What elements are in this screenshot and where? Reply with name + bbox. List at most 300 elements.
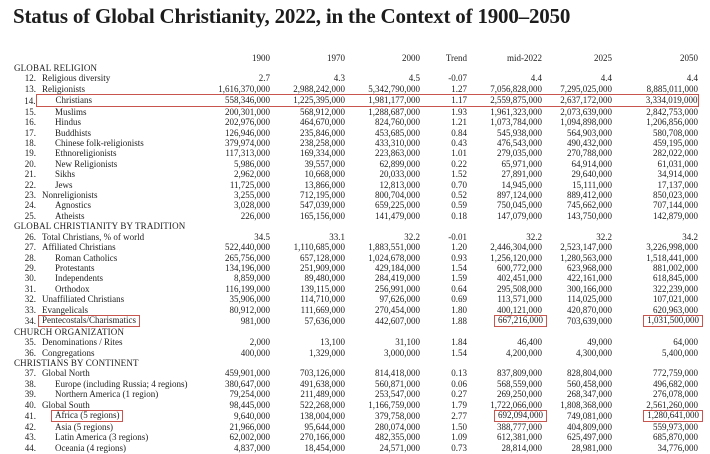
cell-trend: 0.64	[451, 283, 467, 294]
cell-2050: 61,031,000	[657, 158, 698, 169]
cell-2050: 17,137,000	[657, 179, 698, 190]
cell-2000: 824,760,000	[375, 117, 420, 128]
row-label: Europe (including Russia; 4 regions)	[55, 378, 188, 389]
cell-2000: 4.5	[408, 73, 420, 84]
cell-trend: 1.01	[451, 148, 467, 159]
cell-trend: 1.20	[451, 242, 467, 253]
cell-trend: -0.07	[448, 73, 467, 84]
cell-2025: 143,750,000	[567, 210, 612, 221]
cell-1970: 568,912,000	[300, 106, 345, 117]
table-row	[14, 348, 698, 358]
cell-1970: 251,909,000	[300, 263, 345, 274]
cell-trend: 1.54	[451, 263, 467, 274]
table-row	[14, 294, 698, 304]
section-header-label: CHURCH ORGANIZATION	[14, 326, 125, 337]
table-row	[14, 200, 698, 210]
cell-mid-2022: 837,809,000	[497, 368, 542, 379]
column-header-2000: 2000	[402, 52, 420, 63]
table-row	[14, 337, 698, 347]
cell-1900: 21,966,000	[229, 421, 270, 432]
cell-2000: 379,758,000	[375, 411, 420, 422]
cell-trend: 1.54	[451, 347, 467, 358]
cell-2000: 20,033,000	[379, 169, 420, 180]
table-row	[14, 73, 698, 83]
cell-mid-2022: 1,722,066,000	[490, 399, 542, 410]
cell-2050: 772,759,000	[653, 368, 698, 379]
cell-trend: 1.79	[451, 399, 467, 410]
cell-2025: 2,637,172,000	[542, 95, 612, 106]
row-number: 40.	[24, 399, 36, 410]
row-label: New Religionists	[55, 158, 118, 169]
table-row	[14, 180, 698, 190]
cell-1900: 265,756,000	[225, 252, 270, 263]
cell-1970: 33.1	[329, 231, 345, 242]
row-number: 37.	[24, 368, 36, 379]
statistics-table-container	[14, 50, 698, 453]
cell-trend: 1.21	[451, 117, 467, 128]
cell-2050: 707,144,000	[653, 200, 698, 211]
cell-mid-2022: 612,381,000	[497, 432, 542, 443]
cell-mid-2022: 14,945,000	[501, 179, 542, 190]
table-row	[14, 400, 698, 410]
row-label: Independents	[55, 273, 103, 284]
row-number: 27.	[24, 242, 36, 253]
row-number: 38.	[24, 378, 36, 389]
cell-2050: 1,206,856,000	[646, 117, 698, 128]
cell-2050: 34,914,000	[657, 169, 698, 180]
highlight-annotation-box: Pentecostals/Charismatics	[38, 315, 140, 327]
cell-1900: 380,647,000	[225, 378, 270, 389]
cell-2025: 270,788,000	[567, 148, 612, 159]
cell-1900: 2,000	[249, 337, 270, 348]
row-label: Northern America (1 region)	[55, 389, 159, 400]
cell-2025: 28,981,000	[571, 442, 612, 453]
cell-1970: 114,710,000	[300, 294, 345, 305]
section-header-row	[14, 63, 698, 73]
page-title: Status of Global Christianity, 2022, in the Context of 1900–2050	[13, 4, 571, 28]
cell-mid-2022: 1,256,120,000	[490, 252, 542, 263]
cell-1970: 165,156,000	[300, 210, 345, 221]
row-number: 22.	[24, 179, 36, 190]
cell-trend: 0.84	[451, 127, 467, 138]
section-header-row	[14, 327, 698, 337]
cell-2025: 703,639,000	[567, 316, 612, 327]
row-number: 12.	[24, 73, 36, 84]
table-row	[14, 242, 698, 252]
cell-2000: 560,871,000	[375, 378, 420, 389]
row-number: 34.	[24, 316, 36, 327]
row-label: Latin America (3 regions)	[55, 432, 149, 443]
cell-mid-2022: 476,543,000	[497, 137, 542, 148]
row-label	[36, 410, 206, 422]
cell-1970: 270,166,000	[300, 432, 345, 443]
cell-1900: 3,255,000	[234, 190, 270, 201]
table-row	[14, 84, 698, 95]
cell-2000: 429,184,000	[375, 263, 420, 274]
section-header-row	[14, 358, 698, 368]
cell-2050: 4.4	[686, 73, 698, 84]
row-label: Protestants	[55, 263, 95, 274]
cell-1970: 4.3	[333, 73, 345, 84]
cell-2025: 422,161,000	[567, 273, 612, 284]
cell-1900: 35,906,000	[229, 294, 270, 305]
row-number: 16.	[24, 117, 36, 128]
row-label: Muslims	[55, 106, 87, 117]
cell-1970: 238,258,000	[300, 137, 345, 148]
cell-2025: 889,412,000	[567, 190, 612, 201]
cell-2050: 459,195,000	[653, 137, 698, 148]
row-number: 13.	[24, 84, 36, 95]
cell-2025: 745,662,000	[567, 200, 612, 211]
cell-2050: 3,226,998,000	[646, 242, 698, 253]
table-row	[14, 368, 698, 378]
cell-1970: 1,329,000	[309, 347, 345, 358]
cell-2025: 300,166,000	[567, 283, 612, 294]
cell-1900: 3,028,000	[234, 200, 270, 211]
cell-2025: 29,640,000	[571, 169, 612, 180]
cell-2050: 3,334,019,000	[612, 95, 698, 106]
header-spacer	[36, 50, 206, 63]
section-header-row	[14, 221, 698, 231]
cell-1900: 116,199,000	[225, 283, 270, 294]
cell-1970: 18,454,000	[304, 442, 345, 453]
cell-2000: 1,981,177,000	[345, 95, 420, 106]
cell-2050: 580,708,000	[653, 127, 698, 138]
section-header-label: GLOBAL RELIGION	[14, 63, 98, 73]
cell-trend: 1.27	[451, 83, 467, 94]
row-label: Evangelicals	[42, 304, 88, 315]
cell-1970: 491,638,000	[300, 378, 345, 389]
row-number: 42.	[24, 421, 36, 432]
cell-2000: 433,310,000	[375, 137, 420, 148]
table-row	[14, 273, 698, 283]
cell-mid-2022: 4.4	[530, 73, 542, 84]
highlight-annotation-box: 667,216,000	[494, 315, 547, 327]
cell-trend: 1.52	[451, 169, 467, 180]
cell-2050: 2,561,260,000	[646, 399, 698, 410]
cell-trend: 0.06	[451, 378, 467, 389]
cell-mid-2022: 388,777,000	[497, 421, 542, 432]
cell-mid-2022: 113,571,000	[497, 294, 542, 305]
cell-trend: 0.69	[451, 294, 467, 305]
cell-2000: 482,355,000	[375, 432, 420, 443]
cell-2025: 15,111,000	[572, 179, 612, 190]
cell-1970: 703,126,000	[300, 368, 345, 379]
highlight-annotation-box: 692,094,000	[494, 410, 547, 422]
cell-1970: 712,195,000	[300, 190, 345, 201]
table-row	[14, 422, 698, 432]
cell-2000: 284,419,000	[375, 273, 420, 284]
cell-1900: 522,440,000	[225, 242, 270, 253]
cell-2025: 4.4	[600, 73, 612, 84]
row-number: 21.	[24, 169, 36, 180]
cell-2025: 4,300,000	[576, 347, 612, 358]
highlight-annotation-box: Africa (5 regions)	[51, 410, 123, 422]
row-number: 39.	[24, 389, 36, 400]
cell-1970: 95,644,000	[304, 421, 345, 432]
table-row	[14, 389, 698, 399]
cell-2000: 442,607,000	[375, 316, 420, 327]
cell-2050: 34,776,000	[657, 442, 698, 453]
cell-2050: 496,682,000	[653, 378, 698, 389]
cell-2025: 749,081,000	[567, 411, 612, 422]
cell-2000: 253,547,000	[375, 389, 420, 400]
cell-2000: 12,813,000	[379, 179, 420, 190]
cell-2000: 5,342,790,000	[368, 83, 420, 94]
cell-2000: 256,991,000	[375, 283, 420, 294]
cell-mid-2022: 65,971,000	[501, 158, 542, 169]
table-row	[14, 159, 698, 169]
cell-1900: 9,640,000	[234, 411, 270, 422]
cell-2000: 453,685,000	[375, 127, 420, 138]
table-row	[14, 379, 698, 389]
cell-1900: 558,346,000	[206, 95, 270, 106]
cell-2000: 1,883,551,000	[368, 242, 420, 253]
cell-2050: 276,078,000	[653, 389, 698, 400]
cell-1970: 139,115,000	[300, 283, 345, 294]
cell-1900: 981,000	[240, 316, 270, 327]
cell-mid-2022: 2,446,304,000	[490, 242, 542, 253]
cell-2025: 1,808,368,000	[560, 399, 612, 410]
cell-1970: 39,557,000	[304, 158, 345, 169]
cell-1970: 464,670,000	[300, 117, 345, 128]
cell-2025: 560,458,000	[567, 378, 612, 389]
cell-2025: 1,280,563,000	[560, 252, 612, 263]
cell-trend: 1.88	[451, 316, 467, 327]
row-number: 25.	[24, 210, 36, 221]
row-label	[36, 315, 206, 327]
row-label: Sikhs	[55, 169, 76, 180]
cell-1900: 2.7	[258, 73, 270, 84]
cell-1900: 2,962,000	[234, 169, 270, 180]
cell-1970: 169,334,000	[300, 148, 345, 159]
cell-2025: 64,914,000	[571, 158, 612, 169]
row-number: 44.	[24, 442, 36, 453]
cell-1970: 211,489,000	[300, 389, 345, 400]
cell-1900: 8,859,000	[234, 273, 270, 284]
cell-2050	[612, 410, 698, 422]
cell-2000: 97,626,000	[379, 294, 420, 305]
cell-1900: 34.5	[254, 231, 270, 242]
row-label: Orthodox	[55, 283, 90, 294]
row-number: 35.	[24, 337, 36, 348]
cell-1970: 138,004,000	[300, 411, 345, 422]
cell-2000: 32.2	[404, 231, 420, 242]
cell-2000: 31,100	[395, 337, 420, 348]
cell-2025: 1,094,898,000	[560, 117, 612, 128]
row-number: 29.	[24, 263, 36, 274]
cell-2000: 1,166,759,000	[368, 399, 420, 410]
row-number: 20.	[24, 158, 36, 169]
cell-mid-2022: 147,079,000	[497, 210, 542, 221]
cell-mid-2022: 27,891,000	[501, 169, 542, 180]
row-number: 28.	[24, 252, 36, 263]
cell-2025: 828,804,000	[567, 368, 612, 379]
highlight-annotation-box: 1,031,500,000	[643, 315, 703, 327]
column-header-1900: 1900	[252, 52, 270, 63]
cell-mid-2022: 1,961,323,000	[490, 106, 542, 117]
cell-2000: 1,288,687,000	[368, 106, 420, 117]
cell-2050: 322,239,000	[653, 283, 698, 294]
row-label: Religious diversity	[42, 73, 111, 84]
cell-2025: 420,870,000	[567, 304, 612, 315]
column-header-1970: 1970	[327, 52, 345, 63]
table-row	[14, 106, 698, 117]
cell-1970: 547,039,000	[300, 200, 345, 211]
cell-2050: 881,002,000	[653, 263, 698, 274]
row-number: 24.	[24, 200, 36, 211]
table-row	[14, 169, 698, 179]
table-row	[14, 128, 698, 138]
cell-mid-2022: 4,200,000	[506, 347, 542, 358]
row-number: 23.	[24, 190, 36, 201]
row-label: Affiliated Christians	[42, 242, 116, 253]
cell-trend: 0.18	[451, 210, 467, 221]
row-number: 33.	[24, 304, 36, 315]
cell-1970: 235,846,000	[300, 127, 345, 138]
cell-trend: 1.93	[451, 106, 467, 117]
cell-trend: -0.01	[448, 231, 467, 242]
cell-1900: 79,254,000	[229, 389, 270, 400]
column-header-mid-2022: mid-2022	[507, 52, 542, 63]
row-number: 43.	[24, 432, 36, 443]
cell-1900: 62,002,000	[229, 432, 270, 443]
column-header-2025: 2025	[594, 52, 612, 63]
row-number: 32.	[24, 294, 36, 305]
cell-2000: 1,024,678,000	[368, 252, 420, 263]
cell-trend: 0.59	[451, 200, 467, 211]
row-number: 31.	[24, 283, 36, 294]
cell-mid-2022: 750,045,000	[497, 200, 542, 211]
cell-2025: 32.2	[596, 231, 612, 242]
cell-1970: 57,636,000	[304, 316, 345, 327]
cell-2050: 107,021,000	[653, 294, 698, 305]
cell-2000: 270,454,000	[375, 304, 420, 315]
cell-mid-2022: 897,124,000	[497, 190, 542, 201]
row-number: 15.	[24, 106, 36, 117]
cell-trend: 1.17	[420, 95, 467, 106]
table-row	[14, 284, 698, 294]
cell-2000: 814,418,000	[375, 368, 420, 379]
cell-1970: 522,268,000	[300, 399, 345, 410]
cell-trend: 0.13	[451, 368, 467, 379]
cell-mid-2022	[467, 315, 542, 327]
cell-2050: 2,842,753,000	[646, 106, 698, 117]
cell-trend: 1.84	[451, 337, 467, 348]
statistics-table	[14, 50, 699, 453]
cell-2025: 2,523,147,000	[560, 242, 612, 253]
cell-2000: 280,074,000	[375, 421, 420, 432]
cell-trend: 1.59	[451, 273, 467, 284]
cell-2050: 64,000	[673, 337, 698, 348]
cell-1970: 111,669,000	[300, 304, 345, 315]
cell-2000: 141,479,000	[375, 210, 420, 221]
row-label: Ethnoreligionists	[55, 148, 117, 159]
cell-2000: 62,899,000	[379, 158, 420, 169]
table-row	[14, 253, 698, 263]
table-header-row	[14, 50, 698, 63]
cell-2025: 623,968,000	[567, 263, 612, 274]
table-row	[14, 211, 698, 221]
table-row	[14, 443, 698, 453]
cell-1900: 5,986,000	[234, 158, 270, 169]
row-label: Oceania (4 regions)	[55, 442, 126, 453]
cell-trend: 0.27	[451, 389, 467, 400]
table-row	[14, 432, 698, 442]
cell-trend: 1.80	[451, 304, 467, 315]
cell-1970: 1,110,685,000	[293, 242, 345, 253]
cell-1900: 202,976,000	[225, 117, 270, 128]
cell-trend: 1.50	[451, 421, 467, 432]
row-label: Total Christians, % of world	[42, 231, 145, 242]
row-label: Global South	[42, 399, 90, 410]
row-label: Hindus	[55, 117, 82, 128]
row-label: Denominations / Rites	[42, 337, 123, 348]
table-row	[14, 232, 698, 242]
cell-mid-2022: 32.2	[526, 231, 542, 242]
cell-mid-2022: 279,035,000	[497, 148, 542, 159]
cell-1970: 13,866,000	[304, 179, 345, 190]
cell-2025: 49,000	[587, 337, 612, 348]
table-row	[14, 410, 698, 422]
row-number: 26.	[24, 231, 36, 242]
cell-mid-2022: 600,772,000	[497, 263, 542, 274]
row-label: Buddhists	[55, 127, 92, 138]
cell-1900: 80,912,000	[229, 304, 270, 315]
cell-2000: 223,863,000	[375, 148, 420, 159]
row-label: Congregations	[42, 347, 95, 358]
row-label: Asia (5 regions)	[55, 421, 113, 432]
row-label: Christians	[36, 95, 206, 106]
row-label: Nonreligionists	[42, 190, 98, 201]
row-label: Atheists	[55, 210, 85, 221]
cell-1970: 89,480,000	[304, 273, 345, 284]
row-number: 18.	[24, 137, 36, 148]
cell-2025: 490,432,000	[567, 137, 612, 148]
cell-2050: 618,845,000	[653, 273, 698, 284]
cell-trend: 0.43	[451, 137, 467, 148]
column-header-trend: Trend	[445, 52, 467, 63]
cell-2050: 559,973,000	[653, 421, 698, 432]
row-number: 17.	[24, 127, 36, 138]
cell-mid-2022: 2,559,875,000	[467, 95, 542, 106]
cell-1970: 13,100	[320, 337, 345, 348]
cell-2000: 24,571,000	[379, 442, 420, 453]
cell-2050: 620,963,000	[653, 304, 698, 315]
cell-1970: 657,128,000	[300, 252, 345, 263]
cell-2050: 34.2	[682, 231, 698, 242]
row-label: Agnostics	[55, 200, 91, 211]
cell-2050: 1,518,441,000	[646, 252, 698, 263]
cell-2050: 282,022,000	[653, 148, 698, 159]
table-row	[14, 263, 698, 273]
cell-1900: 226,000	[240, 210, 270, 221]
row-label: Roman Catholics	[55, 252, 118, 263]
row-label: Global North	[42, 368, 90, 379]
cell-1900: 379,974,000	[225, 137, 270, 148]
cell-1900: 98,445,000	[229, 399, 270, 410]
table-row	[14, 190, 698, 200]
cell-2050: 850,023,000	[653, 190, 698, 201]
cell-trend: 1.09	[451, 432, 467, 443]
cell-2025: 404,809,000	[567, 421, 612, 432]
cell-1900: 4,837,000	[234, 442, 270, 453]
cell-trend: 0.70	[451, 179, 467, 190]
header-spacer	[14, 50, 36, 63]
cell-2025: 268,347,000	[567, 389, 612, 400]
cell-1970: 2,988,242,000	[293, 83, 345, 94]
cell-trend: 0.52	[451, 190, 467, 201]
